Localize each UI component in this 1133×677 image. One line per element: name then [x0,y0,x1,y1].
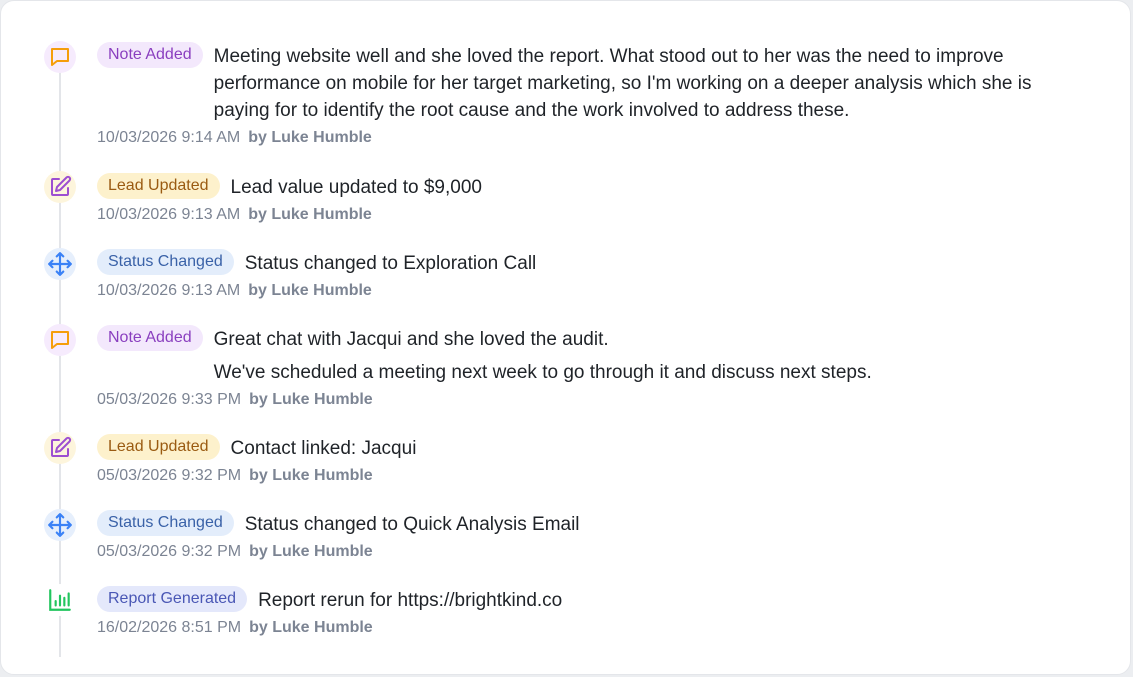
activity-header [97,586,1092,614]
activity-header [97,173,1092,201]
activity-content [97,510,1092,562]
activity-meta [97,281,1092,301]
activity-content [97,325,1092,410]
activity-type-badge: Report Generated [97,586,247,612]
activity-content [97,42,1092,148]
description-paragraph: Status changed to Exploration Call [244,253,537,274]
bar-chart-icon [44,584,76,616]
activity-description [214,42,1092,124]
chat-bubble-icon [44,41,76,73]
activity-description [231,173,482,201]
description-paragraph: Lead value updated to $9,000 [230,177,482,198]
activity-header [97,434,1092,462]
activity-meta [97,466,1092,486]
timeline-line [59,57,61,657]
move-arrows-icon [44,248,76,280]
move-arrows-icon [44,509,76,541]
activity-description [245,510,580,538]
activity-timestamp: 05/03/2026 9:32 PM [97,467,242,484]
activity-content [97,173,1092,225]
activity-type-badge: Note Added [97,325,203,351]
activity-author: by Luke Humble [248,206,372,223]
activity-type-badge: Status Changed [97,510,234,536]
description-paragraph: Status changed to Quick Analysis Email [244,514,580,535]
description-paragraph: Great chat with Jacqui and she loved the audit. [213,329,609,350]
activity-content [97,586,1092,638]
activity-author: by Luke Humble [249,467,373,484]
activity-header [97,42,1092,124]
description-paragraph: We've scheduled a meeting next week to go through it and discuss next steps. [213,362,872,383]
activity-meta [97,542,1092,562]
edit-icon [44,432,76,464]
activity-timestamp: 10/03/2026 9:13 AM [97,282,241,299]
activity-meta [97,390,1092,410]
activity-header [97,510,1092,538]
activity-header [97,249,1092,277]
activity-description [258,586,562,614]
activity-type-badge: Status Changed [97,249,234,275]
activity-timestamp: 05/03/2026 9:33 PM [97,391,242,408]
activity-author: by Luke Humble [249,619,373,636]
activity-header [97,325,1092,386]
activity-timestamp: 10/03/2026 9:13 AM [97,206,241,223]
activity-timestamp: 16/02/2026 8:51 PM [97,619,242,636]
activity-type-badge: Note Added [97,42,203,68]
description-paragraph: Contact linked: Jacqui [230,438,417,459]
activity-content [97,249,1092,301]
activity-author: by Luke Humble [248,282,372,299]
edit-icon [44,171,76,203]
activity-type-badge: Lead Updated [97,173,220,199]
activity-author: by Luke Humble [249,543,373,560]
activity-author: by Luke Humble [249,391,373,408]
activity-timestamp: 05/03/2026 9:32 PM [97,543,242,560]
activity-description [214,325,872,386]
chat-bubble-icon [44,324,76,356]
activity-content [97,434,1092,486]
activity-meta [97,205,1092,225]
activity-meta [97,128,1092,148]
activity-timestamp: 10/03/2026 9:14 AM [97,129,241,146]
description-paragraph: Report rerun for https://brightkind.co [258,590,563,611]
activity-meta [97,618,1092,638]
description-paragraph: Meeting website well and she loved the report. What stood out to her was the need to improve performance on mobile for her target marketing, so I'm working on a deeper analysis which she is paying for to identify the root cause and the work involved to address these. [213,46,1032,121]
activity-type-badge: Lead Updated [97,434,220,460]
activity-description [245,249,537,277]
activity-author: by Luke Humble [248,129,372,146]
activity-description [231,434,417,462]
